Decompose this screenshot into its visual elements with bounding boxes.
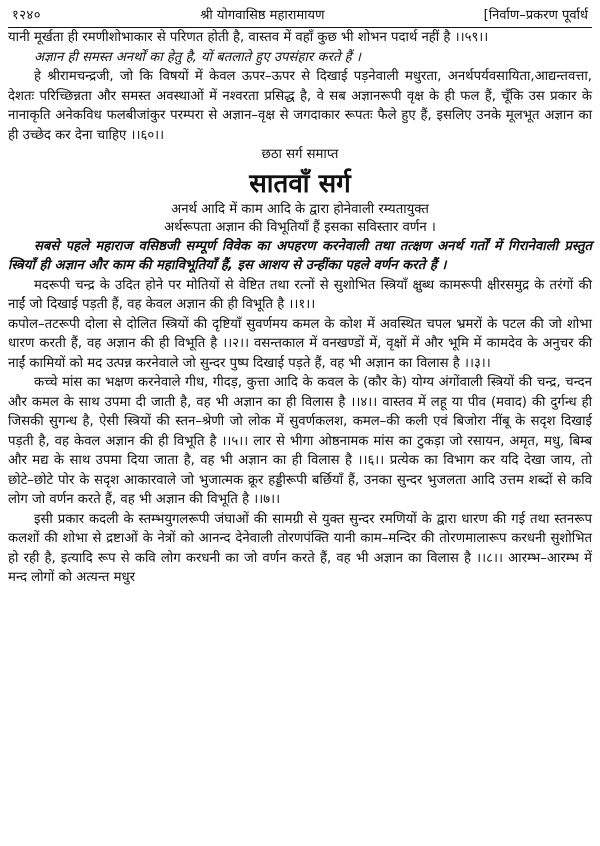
paragraph-verse-8: इसी प्रकार कदली के स्तम्भयुगलरूपी जंघाओं की सामग्री से युक्त सुन्दर रमणियों के द्वारा धारण की गई तथा स्तनरूप कलशों की शोभा से द्रष्टाओं के नेत्रों को आनन्द देनेवाली तोरणपंक्ति यानी काम–मन्दिर की तोरणमालारूप करधनी सुशोभित हो रही है, इत्यादि रूप से कवि लोग करधनी का जो वर्णन करते हैं, वह भी अज्ञान का विलास है ।।८।। आरम्भ–आरम्भ में मन्द लोगों को अत्यन्त मधुर <box>8 511 592 585</box>
book-title: श्री योगवासिष्ठ महारामायण <box>200 8 325 23</box>
paragraph-verses-4-7: कच्चे मांस का भक्षण करनेवाले गीध, गीदड़, कुत्ता आदि के कवल के (कौर के) योग्य अंगोंवाली स्त्रियों की चन्द्र, चन्दन और कमल के साथ उपमा दी जाती है, वह भी अज्ञान का ही विलास है ।।४।। वास्तव में लहू या पीव (मवाद) की दुर्गन्ध ही जिसकी सुगन्ध है, ऐसी स्त्रियों की स्तन–श्रेणी जो लोक में सुवर्णकलश, कमल–की कली एवं बिजोरा नींबू के सदृश दिखाई पड़ती है, वह केवल अज्ञान की ही विभूति है ।।५।। लार से भीगा ओष्ठनामक मांस का टुकड़ा जो रसायन, अमृत, मधु, बिम्ब और मद्य के साथ उपमा दिया जाता है, वह भी अज्ञान का ही विलास है ।।६।। प्रत्येक का विभाग कर यदि देखा जाय, तो छोटे–छोटे पोर के सदृश आकारवाले जो भुजात्मक क्रूर हड्डीरूपी बर्छियाँ हैं, उनका सुन्दर भुजलता आदि उत्तम शब्दों से कवि लोग जो वर्णन करते हैं, वह भी अज्ञान की विभूति है ।।७।। <box>8 375 592 507</box>
paragraph-verse-60: हे श्रीरामचन्द्रजी, जो कि विषयों में केवल ऊपर–ऊपर से दिखाई पड़नेवाली मधुरता, अनर्थपर्यवसायिता,आद्यन्तवत्ता, देशतः परिच्छिन्नता और समस्त अवस्थाओं में नश्वरता प्रसिद्ध है, वे सब अज्ञानरूपी वृक्ष के ही फल हैं, चूँकि उस प्रकार के नानाकृति अनेकविध फलबीजांकुर परम्परा से अज्ञान–वृक्ष से जगदाकार रूपतः फैले हुए हैं, इसलिए उनके मूलभूत अज्ञान का ही उच्छेद कर देना चाहिए ।।६०।। <box>8 69 592 143</box>
section-title: [निर्वाण–प्रकरण पूर्वार्ध <box>483 8 588 23</box>
chapter-subtitle-line-2: अर्थरूपता अज्ञान की विभूतियाँ हैं इसका सविस्तार वर्णन । <box>164 219 436 235</box>
page-header <box>8 8 592 28</box>
chapter-title: सातवाँ सर्ग <box>249 168 351 199</box>
sarga-end-note: छठा सर्ग समाप्त <box>261 147 339 162</box>
paragraph-continuation: यानी मूर्खता ही रमणीशोभाकार से परिणत होती है, वास्तव में वहाँ कुछ भी शोभन पदार्थ नहीं है ।।५९।। <box>8 30 489 45</box>
summary-note: अज्ञान ही समस्त अनर्थों का हेतु है, यों बतलाते हुए उपसंहार करते हैं । <box>34 49 361 65</box>
chapter-subtitle-line-1: अनर्थ आदि में काम आदि के द्वारा होनेवाली रम्यतायुक्त <box>171 201 429 217</box>
page-number: १२४० <box>12 8 42 23</box>
paragraph-verse-1: मदरूपी चन्द्र के उदित होने पर मोतियों से वेष्टित तथा रत्नों से सुशोभित स्त्रियाँ क्षुब्ध कामरूपी क्षीरसमुद्र के तरंगों की नाईं जो दिखाई पड़ती हैं, वह केवल अज्ञान की ही विभूति है ।।१।। <box>8 277 592 312</box>
paragraph-verses-2-3: कपोल–तटरूपी दोला से दोलित स्त्रियों की दृष्टियाँ सुवर्णमय कमल के कोश में अवस्थित चपल भ्रमरों के पटल की जो शोभा धारण करती हैं, वह अज्ञान की ही विभूति है ।।२।। वसन्तकाल में वनखण्डों में, वृक्षों में और भूमि में कामदेव के अनुचर की नाईं कामियों को मद उत्पन्न करनेवाले जो सुन्दर पुष्प दिखाई पड़ते हैं, वह भी अज्ञान का विलास है ।।३।। <box>8 316 592 371</box>
chapter-intro: सबसे पहले महाराज वसिष्ठजी सम्पूर्ण विवेक का अपहरण करनेवाली तथा तत्क्षण अनर्थ गर्तों में गिरानेवाली प्रस्तुत स्त्रियाँ ही अज्ञान और काम की महाविभूतियाँ हैं, इस आशय से उन्हींका पहले वर्णन करते हैं । <box>8 238 592 273</box>
page-body <box>8 28 592 588</box>
